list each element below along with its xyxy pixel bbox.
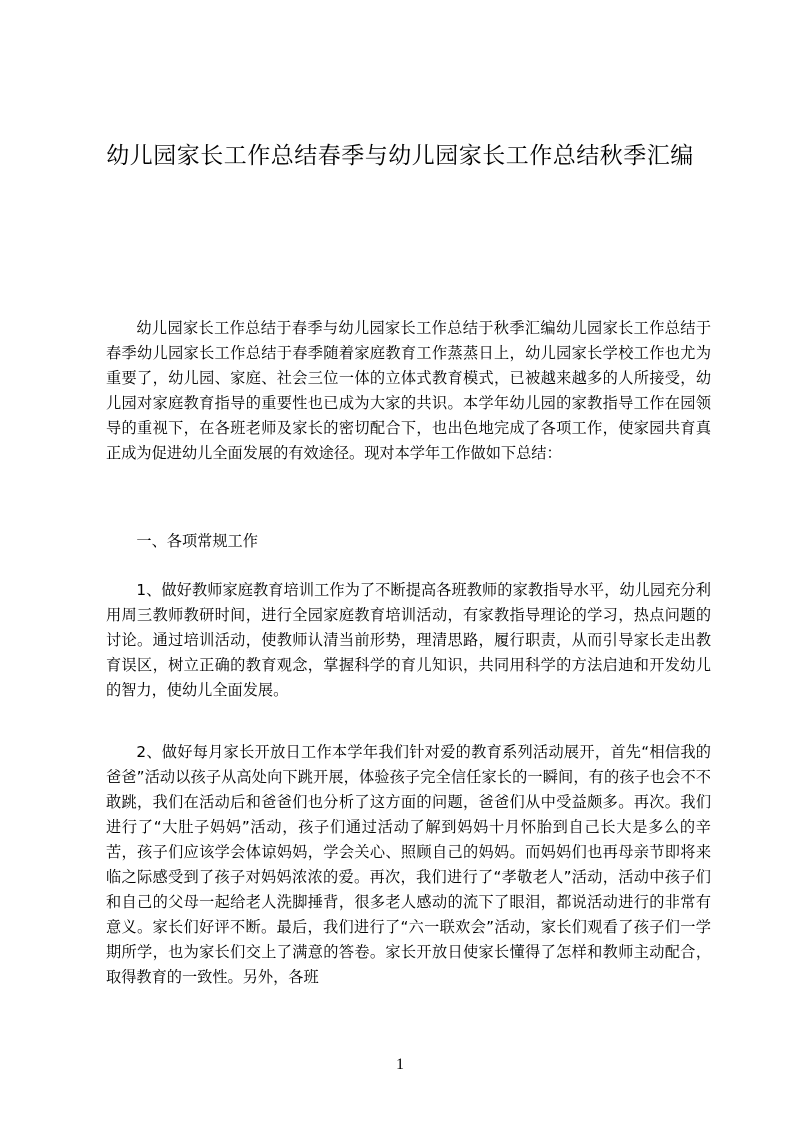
intro-paragraph: 幼儿园家长工作总结于春季与幼儿园家长工作总结于秋季汇编幼儿园家长工作总结于春季幼儿园家长工作总结于春季随着家庭教育工作蒸蒸日上，幼儿园家长学校工作也尤为重要了，幼儿园、家庭、社会三位一体的立体式教育模式，已被越来越多的人所接受，幼儿园对家庭教育指导的重要性也已成为大家的共识。本学年幼儿园的家教指导工作在园领导的重视下，在各班老师及家长的密切配合下，也出色地完成了各项工作，使家园共育真正成为促进幼儿全面发展的有效途径。现对本学年工作做如下总结： (106, 319, 711, 462)
item-paragraph-2: 2、做好每月家长开放日工作本学年我们针对爱的教育系列活动展开，首先“相信我的爸爸”活动以孩子从高处向下跳开展，体验孩子完全信任家长的一瞬间，有的孩子也会不不敢跳，我们在活动后和爸爸们也分析了这方面的问题，爸爸们从中受益颇多。再次。我们进行了“大肚子妈妈”活动，孩子们通过活动了解到妈妈十月怀胎到自己长大是多么的辛苦，孩子们应该学会体谅妈妈，学会关心、照顾自己的妈妈。而妈妈们也再母亲节即将来临之际感受到了孩子对妈妈浓浓的爱。再次，我们进行了“孝敬老人”活动，活动中孩子们和自己的父母一起给老人洗脚捶背，很多老人感动的流下了眼泪，都说活动进行的非常有意义。家长们好评不断。最后，我们进行了“六一联欢会”活动，家长们观看了孩子们一学期所学，也为家长们交上了满意的答卷。家长开放日使家长懂得了怎样和教师主动配合，取得教育的一致性。另外，各班 (106, 743, 711, 986)
item-paragraph-1: 1、做好教师家庭教育培训工作为了不断提高各班教师的家教指导水平，幼儿园充分利用周三教师教研时间，进行全园家庭教育培训活动，有家教指导理论的学习，热点问题的讨论。通过培训活动，使教师认清当前形势，理清思路，履行职责，从而引导家长走出教育误区，树立正确的教育观念，掌握科学的育儿知识，共同用科学的方法启迪和开发幼儿的智力，使幼儿全面发展。 (106, 581, 711, 699)
section-heading: 一、各项常规工作 (136, 532, 258, 550)
page-number: 1 (396, 1056, 404, 1073)
document-title: 幼儿园家长工作总结春季与幼儿园家长工作总结秋季汇编 (106, 143, 694, 169)
